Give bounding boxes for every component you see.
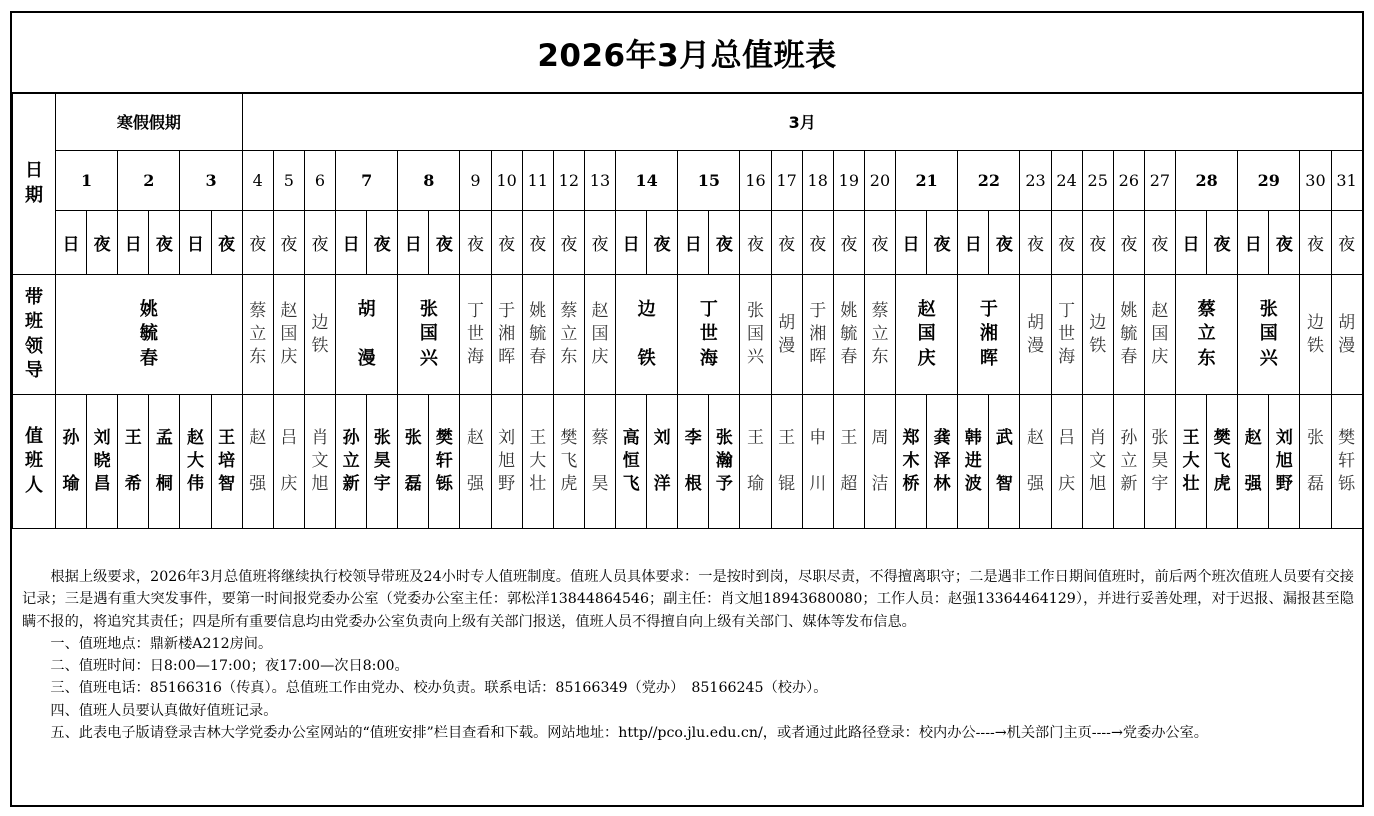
day-number-cell: 28 <box>1175 151 1237 211</box>
shift-label-cell: 夜 <box>242 211 273 275</box>
day-number-cell: 17 <box>771 151 802 211</box>
shift-label-cell: 夜 <box>740 211 771 275</box>
duty-person-name: 孟桐 <box>155 427 173 494</box>
duty-person-cell <box>616 395 647 529</box>
shift-label-cell: 夜 <box>647 211 678 275</box>
duty-person-name: 樊飞虎 <box>560 428 578 494</box>
duty-person-name: 吕庆 <box>1058 427 1076 494</box>
leader-cell <box>553 275 584 395</box>
duty-person-name: 孙立新 <box>342 428 360 494</box>
duty-person-name: 吕庆 <box>280 427 298 494</box>
leader-cell <box>336 275 398 395</box>
duty-person-name: 王锟 <box>778 427 796 494</box>
leader-name: 丁世海 <box>1058 301 1076 367</box>
duty-person-cell <box>833 395 864 529</box>
day-number-cell: 23 <box>1020 151 1051 211</box>
duty-person-cell <box>242 395 273 529</box>
leader-name: 边铁 <box>311 312 329 356</box>
leader-cell <box>273 275 304 395</box>
leader-cell <box>864 275 895 395</box>
leader-name: 蔡立东 <box>1197 299 1216 369</box>
day-number-cell: 31 <box>1331 151 1362 211</box>
duty-person-name: 赵强 <box>249 427 267 494</box>
duty-person-cell <box>429 395 460 529</box>
duty-person-cell <box>1300 395 1331 529</box>
duty-person-name: 王希 <box>124 427 142 494</box>
leader-cell <box>56 275 243 395</box>
shift-label-cell: 夜 <box>273 211 304 275</box>
shift-label-cell: 夜 <box>1300 211 1331 275</box>
notes-intro: 根据上级要求，2026年3月总值班将继续执行校领导带班及24小时专人值班制度。值班人员具体要求：一是按时到岗，尽职尽责，不得擅离职守；二是遇非工作日期间值班时，前后两个班次值班人员要有交接记录；三是遇有重大突发事件，要第一时间报党委办公室（党委办公室主任：郭松洋13844864546；副主任：肖文旭18943680080；工作人员：赵强13364464129），并进行妥善处理，对于迟报、漏报甚至隐瞒不报的，将追究其责任；四是所有重要信息均由党委办公室负责向上级有关部门报送，值班人员不得擅自向上级有关部门、媒体等发布信息。 <box>22 569 1354 630</box>
duty-person-cell <box>180 395 211 529</box>
leader-cell <box>398 275 460 395</box>
leader-cell <box>802 275 833 395</box>
duty-person-cell <box>989 395 1020 529</box>
shift-label-cell: 夜 <box>553 211 584 275</box>
leader-name: 蔡立东 <box>560 301 578 367</box>
duty-person-cell <box>802 395 833 529</box>
duty-person-cell <box>398 395 429 529</box>
duty-person-name: 王大壮 <box>1182 428 1200 494</box>
duty-person-name: 张磊 <box>1306 427 1324 494</box>
duty-person-cell <box>1082 395 1113 529</box>
day-number-cell: 5 <box>273 151 304 211</box>
leader-name: 蔡立东 <box>249 301 267 367</box>
day-number-cell: 7 <box>336 151 398 211</box>
notes-item: 五、此表电子版请登录吉林大学党委办公室网站的“值班安排”栏目查看和下载。网站地址：http//pco.jlu.edu.cn/，或者通过此路径登录：校内办公----→机关部门主页----→党委办公室。 <box>50 725 1208 742</box>
shift-label-cell: 日 <box>678 211 709 275</box>
leader-cell <box>1082 275 1113 395</box>
duty-person-cell <box>1020 395 1051 529</box>
leader-cell <box>896 275 958 395</box>
duty-person-name: 刘晓昌 <box>93 428 111 494</box>
day-number-cell: 24 <box>1051 151 1082 211</box>
leader-name: 张国兴 <box>419 299 438 369</box>
day-number-cell: 15 <box>678 151 740 211</box>
leader-cell <box>833 275 864 395</box>
day-number-cell: 29 <box>1238 151 1300 211</box>
leader-cell <box>1051 275 1082 395</box>
leader-cell <box>1300 275 1331 395</box>
duty-person-cell <box>367 395 398 529</box>
schedule-table <box>12 92 1363 529</box>
day-number-cell: 6 <box>304 151 335 211</box>
duty-person-name: 王大壮 <box>529 428 547 494</box>
duty-person-cell <box>1113 395 1144 529</box>
day-number-cell: 13 <box>584 151 615 211</box>
shift-label-cell: 夜 <box>1020 211 1051 275</box>
day-number-cell: 25 <box>1082 151 1113 211</box>
duty-person-cell <box>647 395 678 529</box>
leader-name: 丁世海 <box>467 301 485 367</box>
duty-person-name: 刘洋 <box>653 427 671 494</box>
duty-person-name: 张磊 <box>404 427 422 494</box>
shift-label-cell: 日 <box>958 211 989 275</box>
duty-person-cell <box>678 395 709 529</box>
notes-item: 一、值班地点：鼎新楼A212房间。 <box>50 635 273 652</box>
day-number-cell: 3 <box>180 151 242 211</box>
shift-label-cell: 夜 <box>87 211 118 275</box>
duty-person-cell <box>1238 395 1269 529</box>
duty-person-name: 樊轩铄 <box>435 428 453 494</box>
march-header: 3月 <box>242 93 1362 151</box>
duty-person-cell <box>771 395 802 529</box>
shift-label-cell: 夜 <box>1051 211 1082 275</box>
leader-name: 姚毓春 <box>529 301 547 367</box>
page-title: 2026年3月总值班表 <box>537 38 837 74</box>
duty-person-cell <box>304 395 335 529</box>
leader-name: 姚毓春 <box>1120 301 1138 367</box>
duty-person-cell <box>56 395 87 529</box>
duty-person-cell <box>149 395 180 529</box>
duty-person-cell <box>896 395 927 529</box>
day-number-cell: 26 <box>1113 151 1144 211</box>
day-number-cell: 27 <box>1144 151 1175 211</box>
duty-person-name: 高恒飞 <box>622 428 640 494</box>
notes-item: 二、值班时间：日8:00—17:00；夜17:00—次日8:00。 <box>50 658 409 675</box>
duty-person-name: 赵强 <box>1244 427 1262 494</box>
shift-label-cell: 夜 <box>802 211 833 275</box>
duty-person-name: 樊轩铄 <box>1338 428 1356 494</box>
shift-label-cell: 夜 <box>1269 211 1300 275</box>
notes-section <box>12 526 1362 744</box>
duty-person-cell <box>1331 395 1362 529</box>
title-row <box>12 13 1362 94</box>
duty-person-name: 孙立新 <box>1120 428 1138 494</box>
day-number-cell: 22 <box>958 151 1020 211</box>
shift-label-cell: 夜 <box>491 211 522 275</box>
duty-person-cell <box>864 395 895 529</box>
shift-label-cell: 日 <box>56 211 87 275</box>
shift-label-cell: 夜 <box>304 211 335 275</box>
duty-person-name: 申川 <box>809 427 827 494</box>
duty-person-cell <box>1207 395 1238 529</box>
leader-name: 边铁 <box>637 298 656 369</box>
leader-name: 姚毓春 <box>139 299 158 369</box>
day-number-cell: 10 <box>491 151 522 211</box>
leader-cell <box>958 275 1020 395</box>
duty-person-name: 周洁 <box>871 427 889 494</box>
shift-label-cell: 夜 <box>1331 211 1362 275</box>
day-number-cell: 14 <box>616 151 678 211</box>
duty-roster-sheet <box>10 11 1364 807</box>
leader-cell <box>460 275 491 395</box>
duty-person-name: 张昊宇 <box>373 428 391 494</box>
duty-person-cell <box>211 395 242 529</box>
leader-name: 于湘晖 <box>809 301 827 367</box>
duty-person-name: 刘旭野 <box>1275 428 1293 494</box>
shift-label-cell: 夜 <box>429 211 460 275</box>
shift-label-cell: 夜 <box>584 211 615 275</box>
day-number-cell: 18 <box>802 151 833 211</box>
shift-label-cell: 夜 <box>989 211 1020 275</box>
leader-name: 赵国庆 <box>591 301 609 367</box>
leader-name: 蔡立东 <box>871 301 889 367</box>
leader-cell <box>678 275 740 395</box>
duty-person-cell <box>1051 395 1082 529</box>
duty-person-name: 蔡昊 <box>591 427 609 494</box>
shift-label-cell: 夜 <box>522 211 553 275</box>
duty-person-name: 肖文旭 <box>311 428 329 494</box>
date-row-header: 日期 <box>13 93 56 275</box>
day-number-cell: 11 <box>522 151 553 211</box>
notes-item: 三、值班电话：85166316（传真）。总值班工作由党办、校办负责。联系电话：85166349（党办） 85166245（校办）。 <box>50 680 828 697</box>
duty-person-name: 张昊宇 <box>1151 428 1169 494</box>
duty-person-cell <box>522 395 553 529</box>
leader-name: 丁世海 <box>699 299 718 369</box>
leader-cell <box>1144 275 1175 395</box>
leader-cell <box>491 275 522 395</box>
leader-row-header: 带班领导 <box>13 275 56 395</box>
duty-person-cell <box>491 395 522 529</box>
duty-person-name: 武智 <box>995 427 1013 494</box>
duty-person-cell <box>118 395 149 529</box>
leader-cell <box>1175 275 1237 395</box>
leader-name: 边铁 <box>1089 312 1107 356</box>
leader-name: 胡漫 <box>1026 312 1044 356</box>
duty-person-cell <box>460 395 491 529</box>
shift-label-cell: 夜 <box>460 211 491 275</box>
duty-person-name: 郑木桥 <box>902 428 920 494</box>
leader-name: 于湘晖 <box>979 299 998 369</box>
duty-person-cell <box>553 395 584 529</box>
shift-label-cell: 夜 <box>1144 211 1175 275</box>
duty-person-name: 王瑜 <box>747 427 764 494</box>
leader-cell <box>522 275 553 395</box>
leader-cell <box>1238 275 1300 395</box>
day-number-cell: 2 <box>118 151 180 211</box>
leader-cell <box>771 275 802 395</box>
leader-name: 胡漫 <box>778 312 796 356</box>
day-number-cell: 19 <box>833 151 864 211</box>
duty-person-name: 赵大伟 <box>186 428 204 494</box>
leader-cell <box>1331 275 1362 395</box>
leader-cell <box>616 275 678 395</box>
shift-label-cell: 日 <box>1238 211 1269 275</box>
duty-person-cell <box>1175 395 1206 529</box>
shift-label-cell: 日 <box>1175 211 1206 275</box>
day-number-cell: 12 <box>553 151 584 211</box>
shift-label-cell: 日 <box>118 211 149 275</box>
day-number-cell: 21 <box>896 151 958 211</box>
day-number-cell: 8 <box>398 151 460 211</box>
duty-person-name: 赵强 <box>1026 427 1044 494</box>
shift-label-cell: 日 <box>896 211 927 275</box>
shift-label-cell: 日 <box>616 211 647 275</box>
leader-name: 赵国庆 <box>1151 301 1169 367</box>
duty-person-name: 张瀚予 <box>715 428 733 494</box>
shift-label-cell: 夜 <box>211 211 242 275</box>
leader-name: 赵国庆 <box>917 299 936 369</box>
leader-name: 边铁 <box>1306 312 1324 356</box>
leader-name: 胡漫 <box>1338 312 1356 356</box>
shift-label-cell: 夜 <box>833 211 864 275</box>
duty-person-name: 王培智 <box>218 428 236 494</box>
shift-label-cell: 夜 <box>771 211 802 275</box>
duty-person-name: 李根 <box>684 427 702 494</box>
shift-label-cell: 夜 <box>1207 211 1238 275</box>
day-number-cell: 4 <box>242 151 273 211</box>
shift-label-cell: 夜 <box>927 211 958 275</box>
duty-person-cell <box>958 395 989 529</box>
duty-person-cell <box>740 395 771 529</box>
day-number-cell: 16 <box>740 151 771 211</box>
duty-person-cell <box>1144 395 1175 529</box>
duty-row-header: 值班人 <box>13 395 56 529</box>
leader-cell <box>242 275 273 395</box>
duty-person-name: 韩进波 <box>964 428 982 494</box>
shift-label-cell: 日 <box>398 211 429 275</box>
shift-label-cell: 夜 <box>367 211 398 275</box>
duty-person-cell <box>87 395 118 529</box>
day-number-cell: 30 <box>1300 151 1331 211</box>
duty-person-name: 王超 <box>840 427 858 494</box>
leader-cell <box>740 275 771 395</box>
day-number-cell: 9 <box>460 151 491 211</box>
leader-cell <box>584 275 615 395</box>
leader-cell <box>304 275 335 395</box>
leader-name: 张国兴 <box>747 301 764 367</box>
shift-label-cell: 日 <box>180 211 211 275</box>
duty-person-cell <box>273 395 304 529</box>
duty-person-cell <box>1269 395 1300 529</box>
shift-label-cell: 夜 <box>864 211 895 275</box>
day-number-cell: 1 <box>56 151 118 211</box>
duty-person-name: 孙瑜 <box>62 427 80 494</box>
leader-cell <box>1020 275 1051 395</box>
duty-person-cell <box>584 395 615 529</box>
duty-person-name: 赵强 <box>467 427 485 494</box>
leader-name: 赵国庆 <box>280 301 298 367</box>
duty-person-cell <box>709 395 740 529</box>
day-number-cell: 20 <box>864 151 895 211</box>
shift-label-cell: 夜 <box>709 211 740 275</box>
shift-label-cell: 夜 <box>149 211 180 275</box>
shift-label-cell: 夜 <box>1113 211 1144 275</box>
notes-item: 四、值班人员要认真做好值班记录。 <box>50 702 278 719</box>
leader-cell <box>1113 275 1144 395</box>
leader-name: 于湘晖 <box>498 301 516 367</box>
shift-label-cell: 夜 <box>1082 211 1113 275</box>
duty-person-name: 樊飞虎 <box>1213 428 1231 494</box>
duty-person-cell <box>336 395 367 529</box>
leader-name: 姚毓春 <box>840 301 858 367</box>
duty-person-name: 肖文旭 <box>1089 428 1107 494</box>
duty-person-name: 刘旭野 <box>498 428 516 494</box>
leader-name: 张国兴 <box>1259 299 1278 369</box>
winter-break-header: 寒假假期 <box>56 93 243 151</box>
leader-name: 胡漫 <box>357 298 376 369</box>
duty-person-cell <box>927 395 958 529</box>
shift-label-cell: 日 <box>336 211 367 275</box>
duty-person-name: 龚泽林 <box>933 428 951 494</box>
